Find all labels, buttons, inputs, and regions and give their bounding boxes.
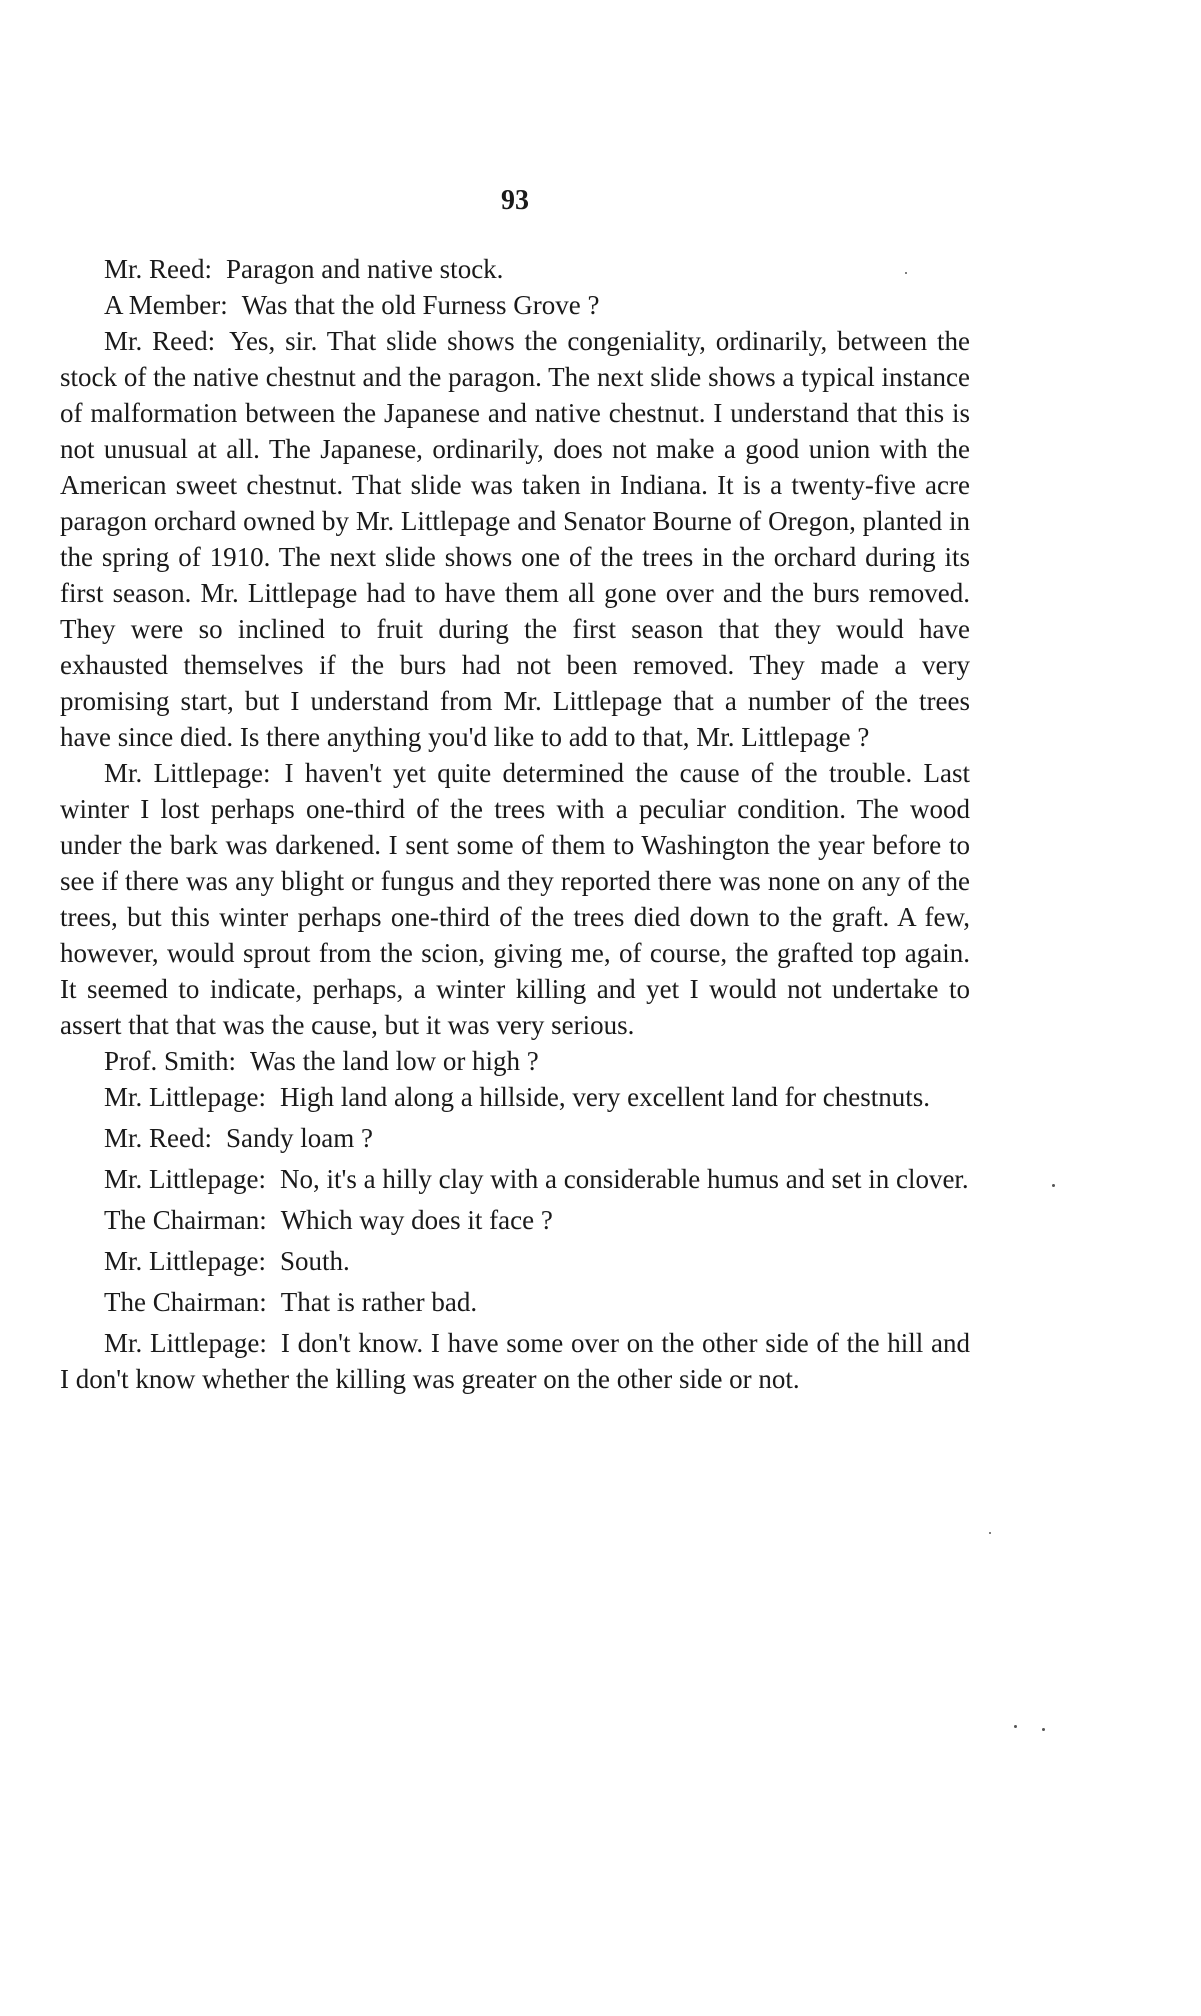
- paragraph-text: Paragon and native stock.: [226, 254, 504, 284]
- book-page: [60, 0, 970, 2016]
- paragraph: [60, 1325, 970, 1397]
- speaker-label: Mr. Littlepage:: [104, 1246, 266, 1276]
- paragraph-text: I haven't yet quite determined the cause of the trouble. Last winter I lost perhaps one-third of the trees with a peculiar condition. The wood under the bark was darkened. I sent some of them to Washington the year before to see if there was any blight or fungus and they reported there was none on any of the trees, but this winter perhaps one-third of the trees died down to the graft. A few, however, would sprout from the scion, giving me, of course, the grafted top again. It seemed to indicate, perhaps, a winter killing and yet I would not undertake to assert that that was the cause, but it was very serious.: [60, 758, 970, 1040]
- paragraph: [60, 251, 970, 287]
- paragraph-text: Sandy loam ?: [226, 1123, 373, 1153]
- paragraph-text: I don't know. I have some over on the other side of the hill and I don't know whether the killing was greater on the other side or not.: [60, 1328, 970, 1394]
- speaker-label: Mr. Reed:: [104, 1123, 212, 1153]
- speaker-label: Mr. Littlepage:: [104, 1328, 267, 1358]
- paragraph: [60, 1043, 970, 1079]
- paragraph-text: Yes, sir. That slide shows the congeniality, ordinarily, between the stock of the native chestnut and the paragon. The next slide shows a typical instance of malformation between the Japanese and native chestnut. I understand that this is not unusual at all. The Japanese, ordinarily, does not make a good union with the American sweet chestnut. That slide was taken in Indiana. It is a twenty-five acre paragon orchard owned by Mr. Littlepage and Senator Bourne of Oregon, planted in the spring of 1910. The next slide shows one of the trees in the orchard during its first season. Mr. Littlepage had to have them all gone over and the burs removed. They were so inclined to fruit during the first season that they would have exhausted themselves if the burs had not been removed. They made a very promising start, but I understand from Mr. Littlepage that a number of the trees have since died. Is there anything you'd like to add to that, Mr. Littlepage ?: [60, 326, 970, 752]
- paragraph: [60, 323, 970, 755]
- paragraph-text: South.: [279, 1246, 350, 1276]
- scan-speck: [1042, 1728, 1045, 1731]
- speaker-label: Mr. Littlepage:: [104, 1164, 266, 1194]
- paragraph: [60, 755, 970, 1043]
- paragraph: [60, 1079, 970, 1115]
- paragraph-text: That is rather bad.: [280, 1287, 478, 1317]
- scan-speck: [989, 1532, 991, 1534]
- speaker-label: Mr. Littlepage:: [104, 1082, 266, 1112]
- paragraph: [60, 1243, 970, 1279]
- paragraph-text: Which way does it face ?: [280, 1205, 553, 1235]
- paragraph: [60, 287, 970, 323]
- speaker-label: The Chairman:: [104, 1205, 267, 1235]
- paragraph-text: Was that the old Furness Grove ?: [241, 290, 600, 320]
- speaker-label: Mr. Reed:: [104, 326, 216, 356]
- page-number: 93: [501, 185, 529, 216]
- speaker-label: Prof. Smith:: [104, 1046, 237, 1076]
- speaker-label: Mr. Littlepage:: [104, 758, 271, 788]
- paragraph-text: No, it's a hilly clay with a considerable humus and set in clover.: [279, 1164, 969, 1194]
- scan-speck: [1052, 1184, 1055, 1187]
- paragraph-text: Was the land low or high ?: [250, 1046, 539, 1076]
- paragraph: [60, 1284, 970, 1320]
- scan-speck: [905, 272, 907, 274]
- paragraph: [60, 1202, 970, 1238]
- paragraph: [60, 1161, 970, 1197]
- speaker-label: Mr. Reed:: [104, 254, 212, 284]
- speaker-label: The Chairman:: [104, 1287, 267, 1317]
- speaker-label: A Member:: [104, 290, 228, 320]
- transcript-body: [60, 251, 970, 1397]
- paragraph-text: High land along a hillside, very excellent land for chestnuts.: [279, 1082, 931, 1112]
- scan-speck: [1014, 1725, 1017, 1728]
- paragraph: [60, 1120, 970, 1156]
